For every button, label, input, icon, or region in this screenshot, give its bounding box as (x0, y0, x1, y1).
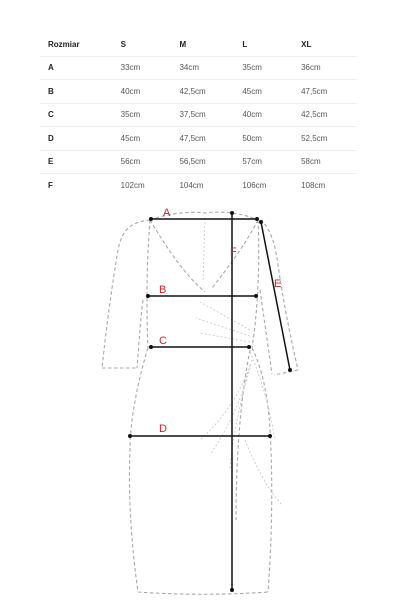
table-row (40, 174, 356, 197)
table-cell: 33cm (113, 56, 172, 80)
table-cell: 47,5cm (171, 127, 234, 151)
label-a: A (163, 207, 171, 219)
dress-outline (102, 212, 298, 594)
table-header-row (40, 33, 356, 56)
table-cell: 56cm (113, 150, 172, 174)
table-cell: 35cm (234, 56, 293, 80)
table-cell: 42,5cm (293, 103, 356, 127)
label-d: D (159, 423, 167, 435)
table-row (40, 80, 356, 104)
dress-measurement-diagram (0, 195, 401, 601)
table-cell: 34cm (171, 56, 234, 80)
header-s: S (113, 33, 172, 56)
measure-line-e (261, 222, 290, 370)
table-row (40, 150, 356, 174)
table-cell: 45cm (234, 80, 293, 104)
row-label: C (40, 103, 113, 127)
table-row (40, 103, 356, 127)
table-cell: 106cm (242, 180, 267, 190)
table-cell: 104cm (179, 180, 204, 190)
header-l: L (234, 33, 293, 56)
table-cell: 50cm (234, 127, 293, 151)
row-label: A (40, 56, 113, 80)
label-c: C (159, 335, 167, 347)
table-cell: 36cm (293, 56, 356, 80)
table-cell: 37,5cm (171, 103, 234, 127)
table-cell: 56,5cm (171, 150, 234, 174)
table-cell: 35cm (113, 103, 172, 127)
table-cell: 102cm (120, 180, 145, 190)
header-size: Rozmiar (40, 33, 113, 56)
size-chart-table (40, 33, 356, 197)
table-cell: 52,5cm (293, 127, 356, 151)
row-label: E (40, 150, 113, 174)
table-cell: 45cm (113, 127, 172, 151)
label-e: E (274, 278, 282, 290)
label-b: B (159, 284, 167, 296)
table-cell: 57cm (234, 150, 293, 174)
header-xl: XL (293, 33, 356, 56)
table-cell: 47,5cm (293, 80, 356, 104)
table-cell: 108cm (301, 180, 326, 190)
table-cell: 40cm (113, 80, 172, 104)
table-cell: 40cm (234, 103, 293, 127)
table-cell: 42,5cm (171, 80, 234, 104)
header-m: M (171, 33, 234, 56)
table-row (40, 56, 356, 80)
label-f: F (230, 246, 237, 258)
row-label: D (40, 127, 113, 151)
row-label: F (48, 180, 53, 190)
table-cell: 58cm (293, 150, 356, 174)
measurement-labels (159, 207, 281, 435)
row-label: B (40, 80, 113, 104)
table-row (40, 127, 356, 151)
